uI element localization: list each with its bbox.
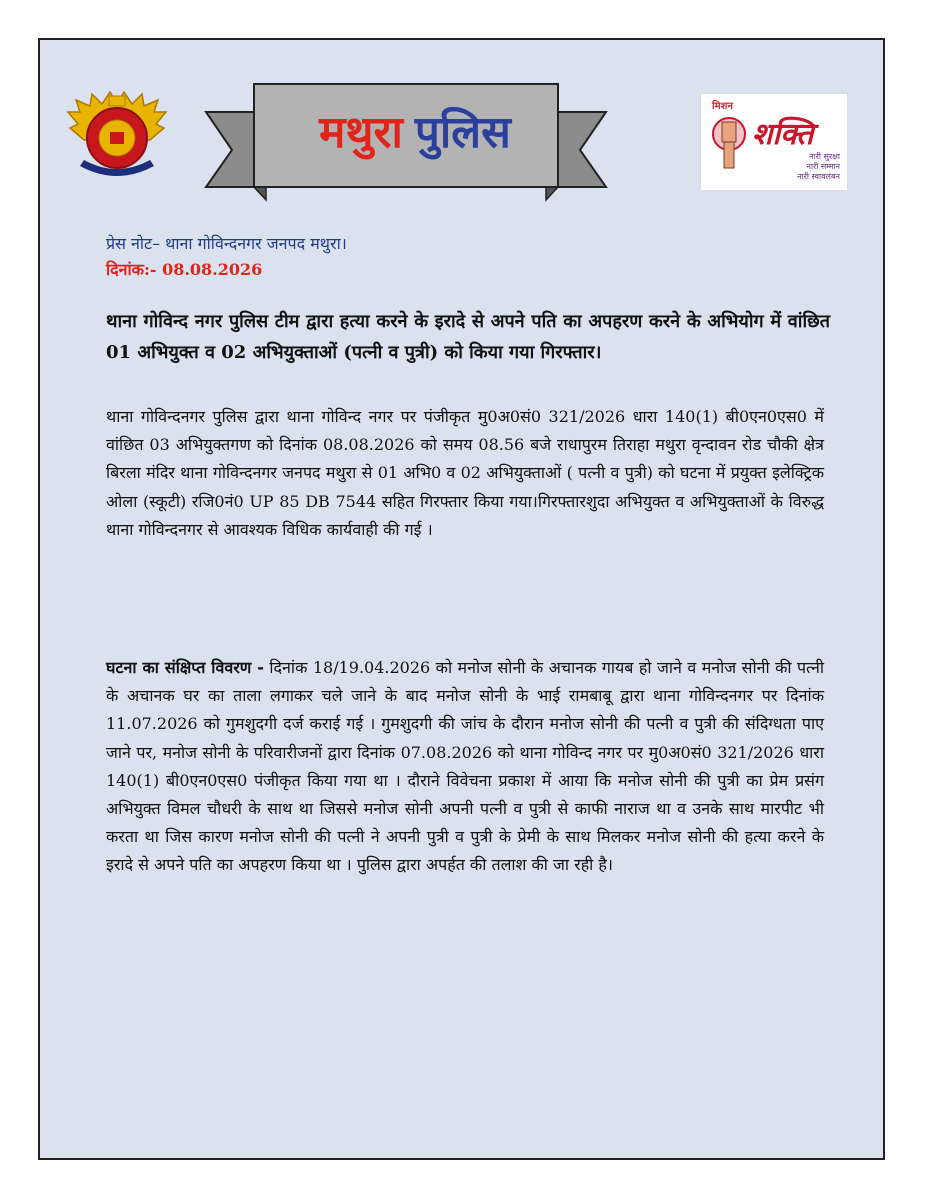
shakti-word-text: शक्ति bbox=[752, 117, 814, 152]
body-paragraph-2 bbox=[106, 654, 824, 880]
raised-fist-icon bbox=[712, 112, 746, 172]
shakti-tagline: नारी स्वावलंबन bbox=[797, 172, 840, 181]
shakti-taglines bbox=[760, 152, 846, 182]
title-part2: पुलिस bbox=[414, 107, 511, 158]
body-paragraph-1: थाना गोविन्दनगर पुलिस द्वारा थाना गोविन्द नगर पर पंजीकृत मु0अ0सं0 321/2026 धारा 140(1) बी0एन0एस0 में वांछित 03 अभियुक्तगण को दिनांक 08.08.2026 को समय 08.56 बजे राधापुरम तिराहा मथुरा वृन्दावन रोड चौकी क्षेत्र बिरला मंदिर थाना गोविन्दनगर जनपद मथुरा से 01 अभि0 व 02 अभियुक्ताओं ( पत्नी व पुत्री) को घटना में प्रयुक्त इलेक्ट्रिक ओला (स्कूटी) रजि0नं0 UP 85 DB 7544 सहित गिरफ्तार किया गया।गिरफ्तारशुदा अभियुक्त व अभियुक्ताओं के विरुद्ध थाना गोविन्दनगर से आवश्यक विधिक कार्यवाही की गई । bbox=[106, 407, 824, 539]
up-police-emblem bbox=[62, 82, 172, 192]
shakti-tagline: नारी सम्मान bbox=[806, 162, 840, 171]
incident-summary-text: दिनांक 18/19.04.2026 को मनोज सोनी के अचानक गायब हो जाने व मनोज सोनी की पत्नी के अचानक घर का ताला लगाकर चले जाने के बाद मनोज सोनी के भाई रामबाबू द्वारा थाना गोविन्दनगर पर दिनांक 11.07.2026 को गुमशुदगी दर्ज कराई गई । गुमशुदगी की जांच के दौरान मनोज सोनी की पत्नी व पुत्री की संदिग्धता पाए जाने पर, मनोज सोनी के परिवारीजनों द्वारा दिनांक 07.08.2026 को थाना गोविन्द नगर पर मु0अ0सं0 321/2026 धारा 140(1) बी0एन0एस0 पंजीकृत किया गया था । दौराने विवेचना प्रकाश में आया कि मनोज सोनी की पुत्री का प्रेम प्रसंग अभियुक्त विमल चौधरी के साथ था जिससे मनोज सोनी अपनी पत्नी व पुत्री से काफी नाराज था व उनके साथ मारपीट भी करता था जिस कारण मनोज सोनी की पत्नी ने अपनी पुत्री व पुत्री के प्रेमी के साथ मिलकर मनोज सोनी की हत्या करने के इरादे से अपने पति का अपहरण किया था । पुलिस द्वारा अपर्हत की तलाश की जा रही है। bbox=[106, 658, 824, 875]
headline: थाना गोविन्द नगर पुलिस टीम द्वारा हत्या करने के इरादे से अपने पति का अपहरण करने के अभियोग में वांछित 01 अभियुक्त व 02 अभियुक्ताओं (पत्नी व पुत्री) को किया गया गिरफ्तार। bbox=[106, 311, 830, 363]
title-part1: मथुरा bbox=[319, 107, 403, 158]
press-note-heading: प्रेस नोट– थाना गोविन्दनगर जनपद मथुरा। bbox=[106, 234, 347, 253]
incident-summary-label: घटना का संक्षिप्त विवरण - bbox=[106, 658, 264, 677]
shakti-mission-text: मिशन bbox=[712, 101, 733, 112]
page-title bbox=[270, 95, 560, 165]
shakti-tagline: नारी सुरक्षा bbox=[809, 152, 840, 161]
press-date: दिनांक:- 08.08.2026 bbox=[106, 260, 263, 279]
